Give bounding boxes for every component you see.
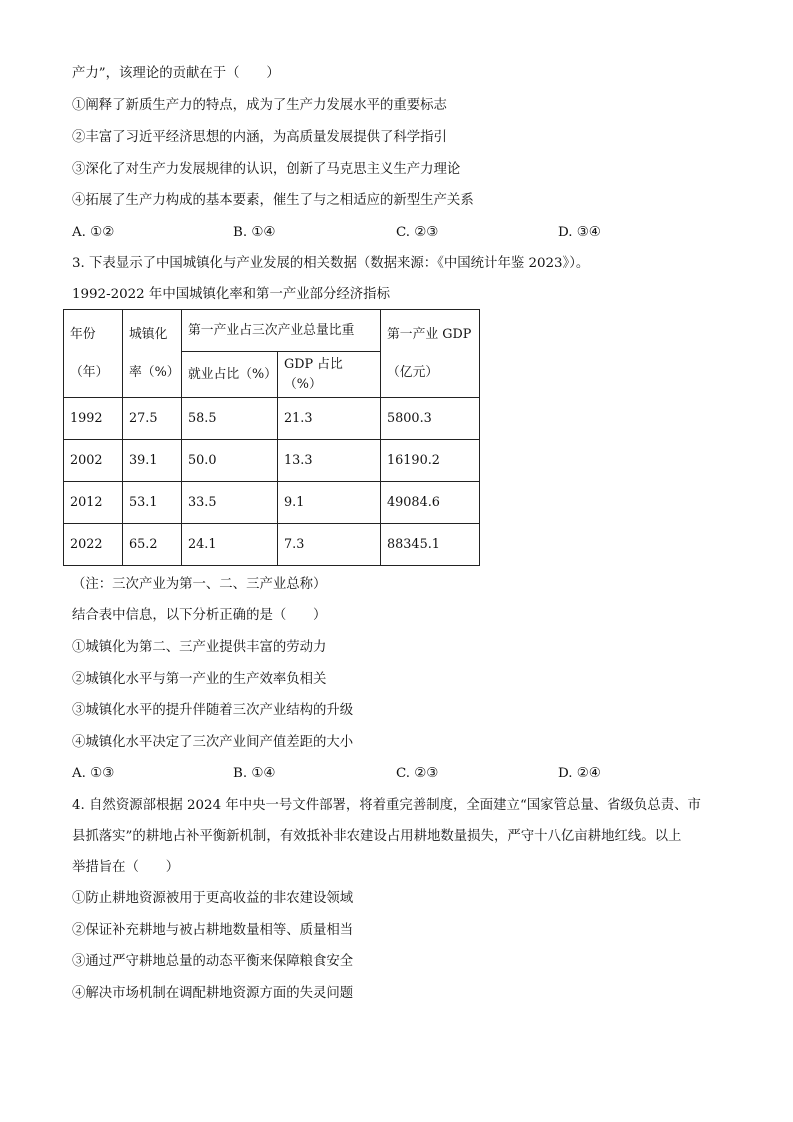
cell-gdp: 16190.2 (381, 440, 480, 482)
table-header-row (64, 310, 480, 352)
cell-year: 2002 (64, 440, 123, 482)
header-year-top: 年份 (70, 326, 96, 342)
cell-gdp-share: 7.3 (278, 524, 381, 566)
cell-gdp: 88345.1 (381, 524, 480, 566)
q2-option-a: A. ①② (72, 225, 115, 240)
cell-urban: 65.2 (123, 524, 182, 566)
table-row (64, 398, 480, 440)
q3-statement-2: ②城镇化水平与第一产业的生产效率负相关 (72, 672, 327, 687)
cell-emp: 24.1 (182, 524, 278, 566)
table-row (64, 524, 480, 566)
header-urban-top: 城镇化 (129, 326, 168, 342)
cell-urban: 39.1 (123, 440, 182, 482)
q4-stem-line-2: 县抓落实”的耕地占补平衡新机制，有效抵补非农建设占用耕地数量损失，严守十八亿亩耕地红线。以上 (72, 829, 682, 844)
q3-prompt: 结合表中信息，以下分析正确的是（ ） (72, 608, 327, 623)
table-row (64, 440, 480, 482)
q3-statement-3: ③城镇化水平的提升伴随着三次产业结构的升级 (72, 703, 354, 718)
q4-statement-2: ②保证补充耕地与被占耕地数量相等、质量相当 (72, 923, 354, 938)
q2-option-d: D. ③④ (558, 225, 601, 240)
header-employment-share: 就业占比（%） (182, 352, 278, 398)
q4-stem-line-3: 举措旨在（ ） (72, 860, 180, 875)
header-urban-bottom: 率（%） (129, 364, 180, 380)
header-gdp-share: GDP 占比（%） (278, 352, 381, 398)
cell-urban: 53.1 (123, 482, 182, 524)
header-gdp-bottom: （亿元） (387, 364, 439, 380)
q3-option-a: A. ①③ (72, 766, 115, 781)
q3-statement-1: ①城镇化为第二、三产业提供丰富的劳动力 (72, 640, 327, 655)
q3-table-title: 1992-2022 年中国城镇化率和第一产业部分经济指标 (72, 287, 390, 302)
q3-option-c: C. ②③ (396, 766, 439, 781)
q2-option-b: B. ①④ (233, 225, 276, 240)
cell-gdp: 5800.3 (381, 398, 480, 440)
cell-gdp-share: 21.3 (278, 398, 381, 440)
cell-emp: 50.0 (182, 440, 278, 482)
cell-year: 2012 (64, 482, 123, 524)
q2-statement-2: ②丰富了习近平经济思想的内涵，为高质量发展提供了科学指引 (72, 130, 447, 145)
q2-stem-tail: 产力”，该理论的贡献在于（ ） (72, 66, 280, 81)
q2-option-c: C. ②③ (396, 225, 439, 240)
q3-note: （注：三次产业为第一、二、三产业总称） (72, 577, 327, 592)
cell-year: 2022 (64, 524, 123, 566)
cell-gdp: 49084.6 (381, 482, 480, 524)
cell-emp: 58.5 (182, 398, 278, 440)
cell-gdp-share: 13.3 (278, 440, 381, 482)
header-year (64, 310, 123, 398)
header-urbanization (123, 310, 182, 398)
q3-option-d: D. ②④ (558, 766, 601, 781)
header-year-bottom: （年） (70, 364, 109, 380)
q2-statement-1: ①阐释了新质生产力的特点，成为了生产力发展水平的重要标志 (72, 98, 447, 113)
q3-option-b: B. ①④ (233, 766, 276, 781)
header-group: 第一产业占三次产业总量比重 (182, 310, 381, 352)
cell-year: 1992 (64, 398, 123, 440)
q3-data-table (63, 309, 480, 566)
header-gdp (381, 310, 480, 398)
q4-stem-line-1: 4. 自然资源部根据 2024 年中央一号文件部署，将着重完善制度，全面建立“国家管总量、省级负总责、市 (72, 798, 701, 813)
q4-statement-1: ①防止耕地资源被用于更高收益的非农建设领域 (72, 891, 354, 906)
q3-statement-4: ④城镇化水平决定了三次产业间产值差距的大小 (72, 735, 354, 750)
q4-statement-3: ③通过严守耕地总量的动态平衡来保障粮食安全 (72, 954, 354, 969)
q2-statement-4: ④拓展了生产力构成的基本要素，催生了与之相适应的新型生产关系 (72, 193, 474, 208)
cell-emp: 33.5 (182, 482, 278, 524)
cell-urban: 27.5 (123, 398, 182, 440)
cell-gdp-share: 9.1 (278, 482, 381, 524)
q2-statement-3: ③深化了对生产力发展规律的认识，创新了马克思主义生产力理论 (72, 162, 461, 177)
q4-statement-4: ④解决市场机制在调配耕地资源方面的失灵问题 (72, 986, 354, 1001)
q3-stem: 3. 下表显示了中国城镇化与产业发展的相关数据（数据来源：《中国统计年鉴 2023》）。 (72, 256, 590, 271)
table-row (64, 482, 480, 524)
header-gdp-top: 第一产业 GDP (387, 326, 472, 342)
